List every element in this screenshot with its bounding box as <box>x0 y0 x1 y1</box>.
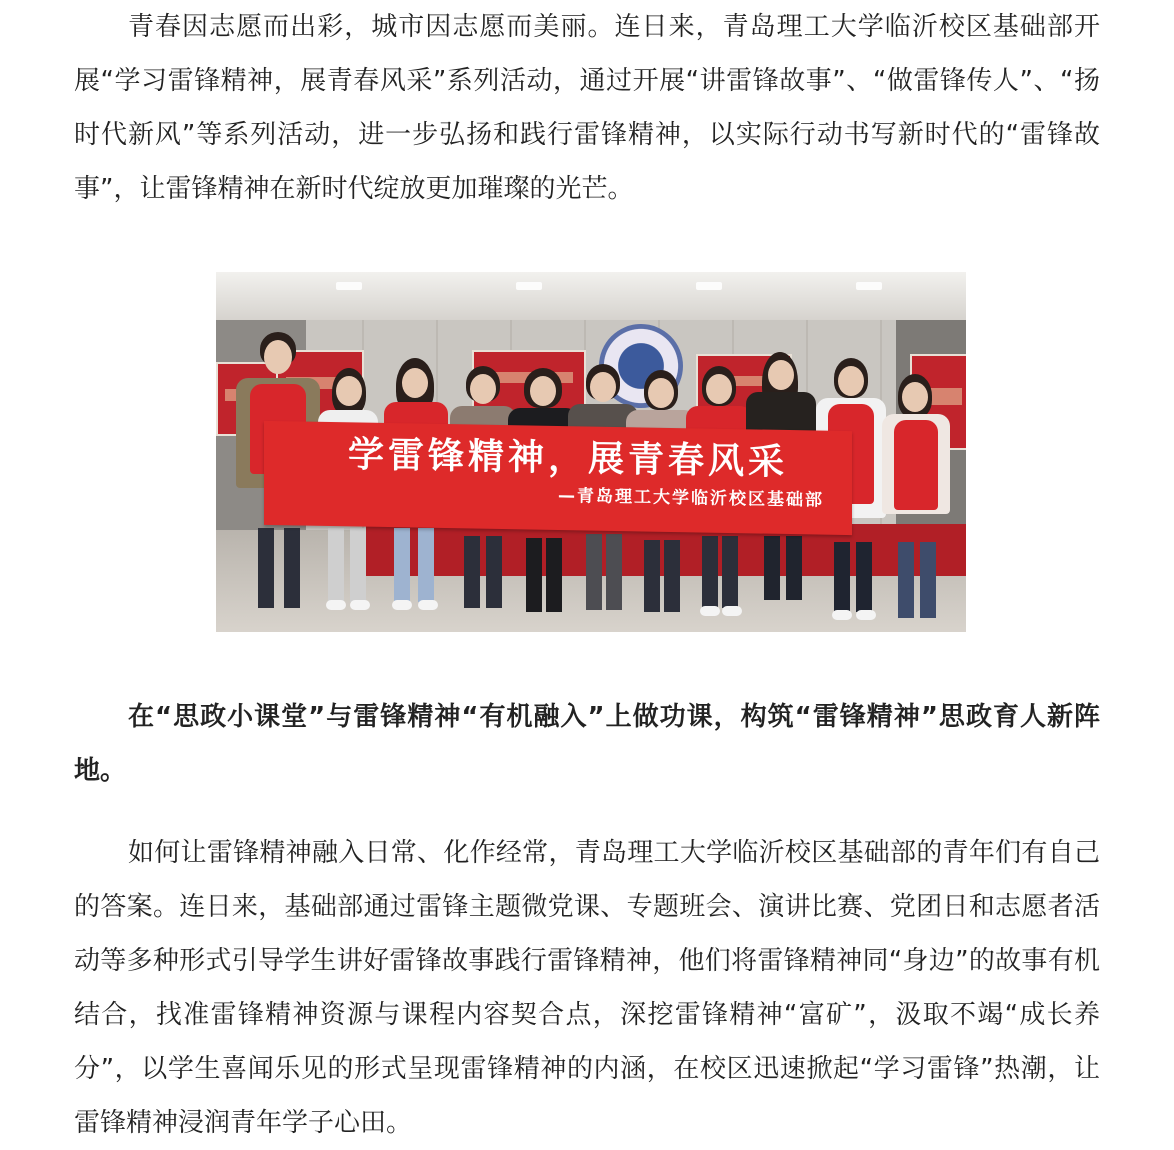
red-banner <box>264 421 852 535</box>
photo-ceiling <box>216 272 966 320</box>
intro-paragraph: 青春因志愿而出彩，城市因志愿而美丽。连日来，青岛理工大学临沂校区基础部开展“学习雷锋精神，展青春风采”系列活动，通过开展“讲雷锋故事”、“做雷锋传人”、“扬时代新风”等系列活动，进一步弘扬和践行雷锋精神，以实际行动书写新时代的“雷锋故事”，让雷锋精神在新时代绽放更加璀璨的光芒。 <box>74 12 1100 204</box>
body-paragraph: 如何让雷锋精神融入日常、化作经常，青岛理工大学临沂校区基础部的青年们有自己的答案。连日来，基础部通过雷锋主题微党课、专题班会、演讲比赛、党团日和志愿者活动等多种形式引导学生讲好雷锋故事践行雷锋精神，他们将雷锋精神同“身边”的故事有机结合，找准雷锋精神资源与课程内容契合点，深挖雷锋精神“富矿”，汲取不竭“成长养分”，以学生喜闻乐见的形式呈现雷锋精神的内涵，在校区迅速掀起“学习雷锋”热潮，让雷锋精神浸润青年学子心田。 <box>74 838 1100 1138</box>
section-heading: 在“思政小课堂”与雷锋精神“有机融入”上做功课，构筑“雷锋精神”思政育人新阵地。 <box>74 702 1100 786</box>
banner-title: 学雷锋精神，展青春风采 <box>347 433 788 484</box>
group-photo <box>216 272 966 632</box>
banner-signature: —青岛理工大学临沂校区基础部 <box>558 486 824 511</box>
